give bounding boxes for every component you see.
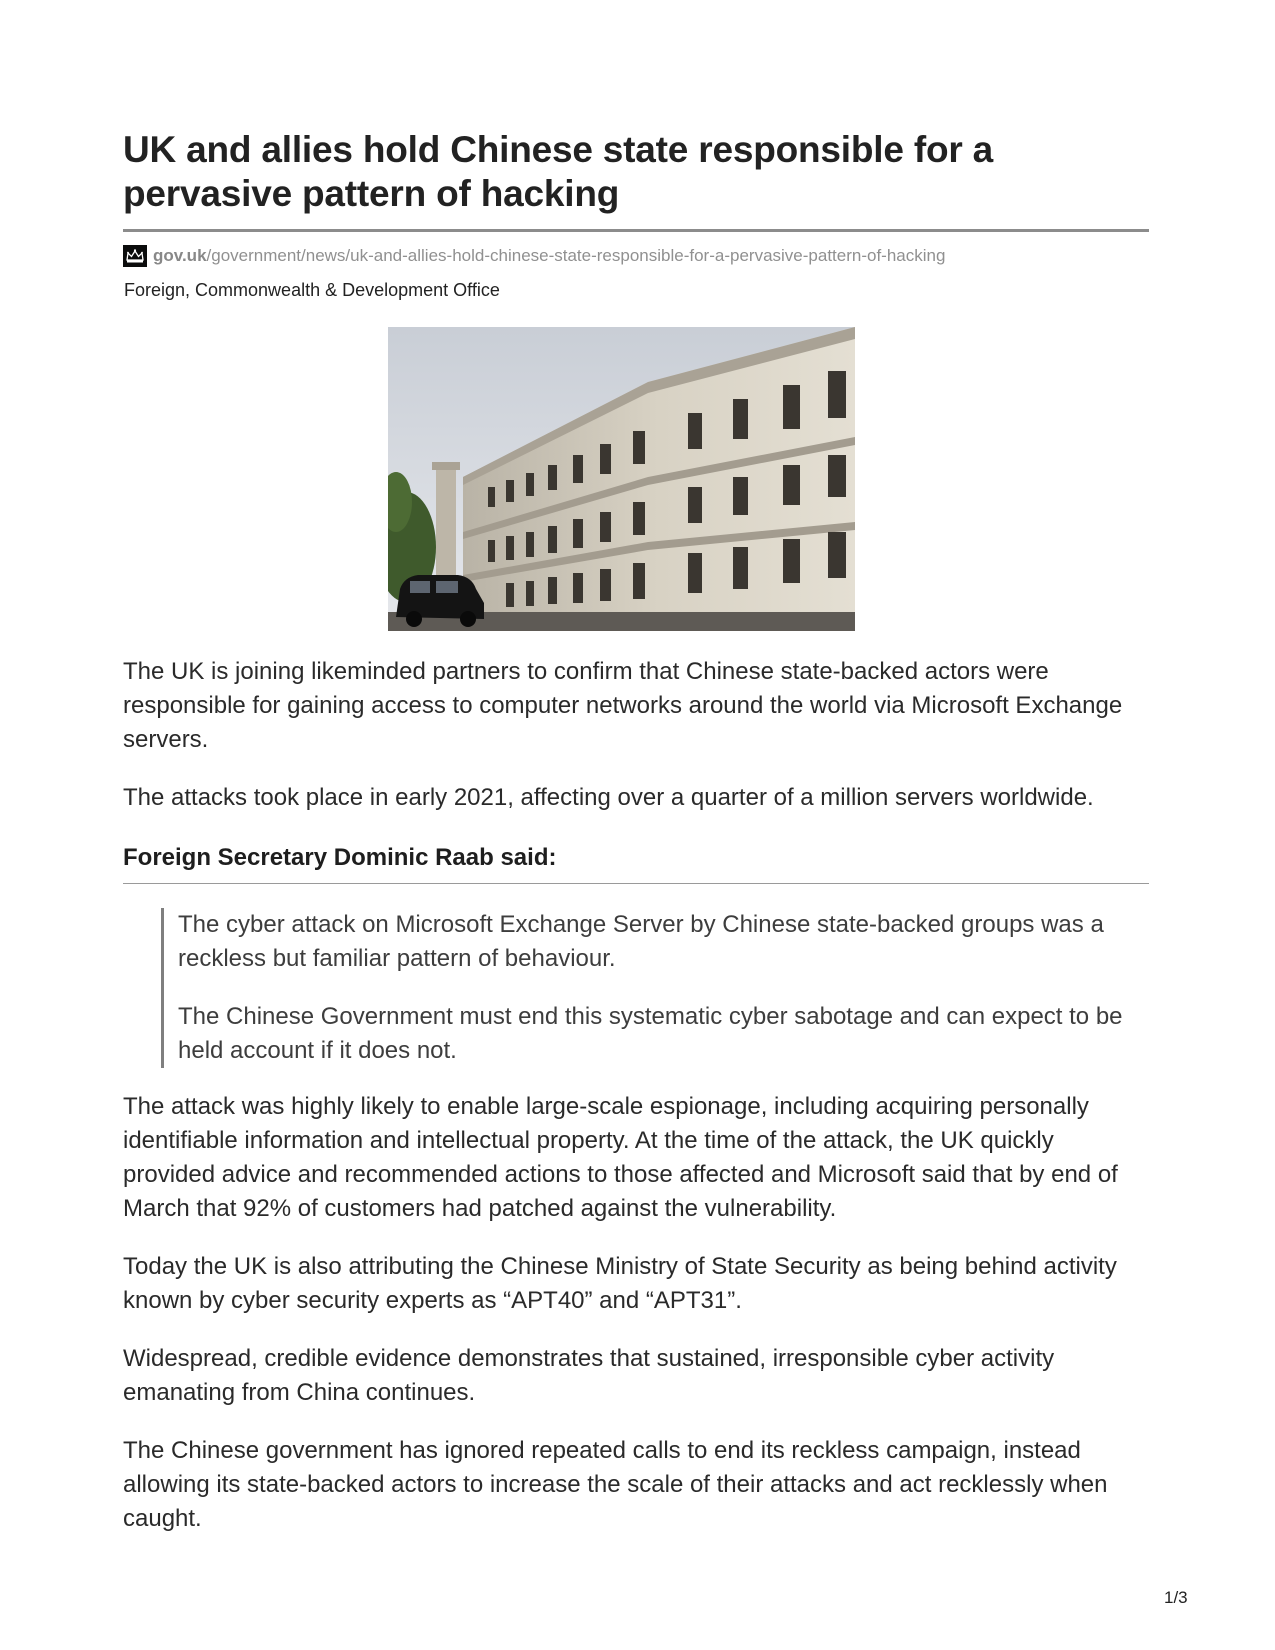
quote-heading: Foreign Secretary Dominic Raab said: xyxy=(123,844,557,871)
blockquote xyxy=(161,908,1149,1068)
source-path: /government/news/uk-and-allies-hold-chinese-state-responsible-for-a-pervasive-pattern-of-hacking xyxy=(206,246,946,265)
source-link[interactable] xyxy=(123,244,1149,268)
paragraph: Today the UK is also attributing the Chinese Ministry of State Security as being behind activity known by cyber security experts as “APT40” and “APT31”. xyxy=(123,1253,1117,1314)
source-domain: gov.uk xyxy=(153,246,207,265)
paragraph: The Chinese government has ignored repeated calls to end its reckless campaign, instead allowing its state-backed actors to increase the scale of their attacks and act recklessly when caught. xyxy=(123,1437,1108,1532)
page-title: UK and allies hold Chinese state responsible for a pervasive pattern of hacking xyxy=(123,129,993,214)
quote-paragraph: The Chinese Government must end this systematic cyber sabotage and can expect to be held account if it does not. xyxy=(178,1003,1123,1064)
paragraph: The attacks took place in early 2021, affecting over a quarter of a million servers worldwide. xyxy=(123,784,1094,811)
article xyxy=(123,128,1149,1536)
crown-icon xyxy=(123,245,147,267)
paragraph: The attack was highly likely to enable large-scale espionage, including acquiring personally identifiable information and intellectual property. At the time of the attack, the UK quickly provided advice and recommended actions to those affected and Microsoft said that by end of March that 92% of customers had patched against the vulnerability. xyxy=(123,1093,1118,1222)
title-divider xyxy=(123,229,1149,232)
building-photo xyxy=(388,327,855,631)
page-number: 1/3 xyxy=(1164,1588,1188,1607)
quote-divider xyxy=(123,883,1149,884)
paragraph: Widespread, credible evidence demonstrates that sustained, irresponsible cyber activity emanating from China continues. xyxy=(123,1345,1055,1406)
quote-paragraph: The cyber attack on Microsoft Exchange Server by Chinese state-backed groups was a reckless but familiar pattern of behaviour. xyxy=(178,911,1104,972)
paragraph: The UK is joining likeminded partners to confirm that Chinese state-backed actors were responsible for gaining access to computer networks around the world via Microsoft Exchange servers. xyxy=(123,658,1123,753)
organisation-label: Foreign, Commonwealth & Development Office xyxy=(124,280,500,300)
